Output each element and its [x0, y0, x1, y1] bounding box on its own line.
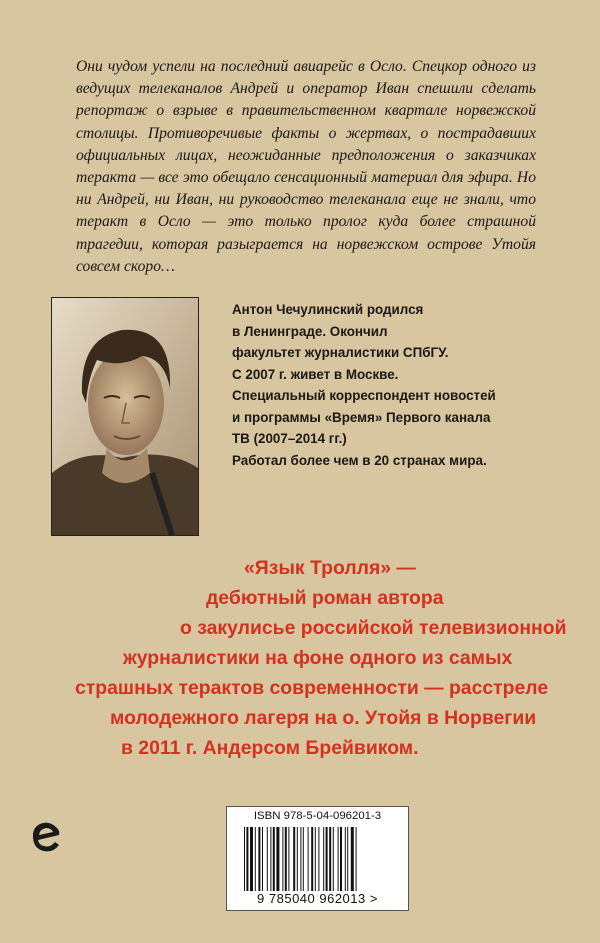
- barcode-bar: [303, 827, 304, 891]
- barcode-bar: [282, 827, 283, 891]
- barcode-bar: [356, 827, 357, 891]
- barcode-bar: [338, 827, 339, 891]
- promo-line: дебютный роман автора: [206, 587, 444, 609]
- bio-line: в Ленинграде. Окончил: [232, 323, 388, 339]
- barcode-bar: [333, 827, 334, 891]
- barcode-bar: [300, 827, 301, 891]
- barcode-bar: [258, 827, 260, 891]
- barcode-bar: [347, 827, 348, 891]
- isbn-barcode-block: [226, 806, 409, 911]
- barcode-bar: [244, 827, 245, 891]
- bio-line: Антон Чечулинский родился: [232, 302, 424, 317]
- author-bio: [232, 299, 562, 471]
- barcode-bar: [323, 827, 324, 891]
- bio-line: и программы «Время» Первого канала: [232, 409, 491, 425]
- barcode-bar: [288, 827, 289, 891]
- barcode-bar: [267, 827, 268, 891]
- barcode-bar: [262, 827, 263, 891]
- barcode: [242, 827, 394, 891]
- barcode-bar: [308, 827, 309, 891]
- promo-line: молодежного лагеря на о. Утойя в Норвегии: [110, 707, 537, 729]
- promo-line: журналистики на фоне одного из самых: [123, 647, 513, 669]
- bio-line: Работал более чем в 20 странах мира.: [232, 452, 487, 468]
- barcode-bar: [285, 827, 287, 891]
- promo-line: «Язык Тролля» —: [244, 557, 416, 579]
- barcode-bar: [270, 827, 271, 891]
- promo-line: страшных терактов современности — расстреле: [75, 677, 549, 699]
- isbn-label: ISBN 978-5-04-096201-3: [253, 810, 382, 822]
- barcode-bar: [276, 827, 279, 891]
- bio-line: Специальный корреспондент новостей: [232, 388, 496, 403]
- bio-line: ТВ (2007–2014 гг.): [232, 431, 347, 446]
- promo-line: в 2011 г. Андерсом Брейвиком.: [121, 737, 419, 759]
- bio-line: факультет журналистики СПбГУ.: [232, 345, 449, 360]
- barcode-digits: 9 785040 962013 >: [257, 891, 378, 906]
- barcode-bar: [351, 827, 354, 891]
- barcode-bar: [345, 827, 346, 891]
- barcode-bar: [318, 827, 319, 891]
- barcode-bar: [293, 827, 295, 891]
- barcode-bar: [311, 827, 313, 891]
- promo-line: о закулисье российской телевизионной: [180, 617, 567, 639]
- barcode-bar: [315, 827, 316, 891]
- bio-line: С 2007 г. живет в Москве.: [232, 366, 399, 382]
- author-photo: [51, 297, 199, 536]
- barcode-bar: [329, 827, 331, 891]
- barcode-bar: [326, 827, 328, 891]
- barcode-bar: [273, 827, 275, 891]
- annotation-text: Они чудом успели на последний авиарейс в Осло. Спецкор одного из ведущих телеканалов Андрей и оператор Иван спешили сделать репортаж о взрыве в правительственном квартале норвежской столицы. Противоречивые факты о жертвах, о пострадавших официальных лицах, неожиданные предположения о заказчиках теракта — все это обещало сенсационный материал для эфира. Но ни Андрей, ни Иван, ни руководство телеканала еще не знали, что теракт в Осло — это только пролог куда более страшной трагедии, которая разыграется на норвежском острове Утойя совсем скоро…: [76, 58, 536, 275]
- barcode-bar: [250, 827, 253, 891]
- publisher-e-logo-icon: [31, 820, 61, 854]
- barcode-bar: [255, 827, 256, 891]
- barcode-bar: [246, 827, 248, 891]
- barcode-bar: [340, 827, 342, 891]
- barcode-bar: [297, 827, 298, 891]
